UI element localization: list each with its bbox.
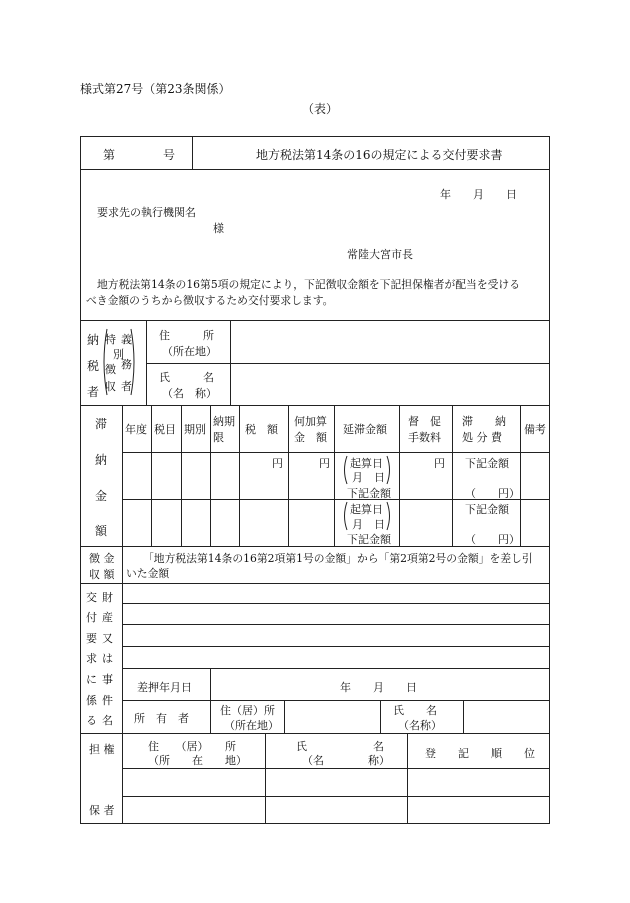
col-dunning-2: 手数料 — [408, 431, 441, 444]
name-label: 氏 名 — [159, 371, 214, 384]
delinquent-side-3: 金 — [95, 489, 108, 503]
col-add-2: 金 額 — [294, 431, 327, 444]
secured-side-2: 保 者 — [89, 804, 115, 817]
kisan-amount-2: 下記金額 — [347, 533, 391, 546]
delinquent-side-1: 滞 — [95, 417, 108, 431]
taxpayer-side-1: 納 — [87, 333, 100, 347]
number-label: 第 — [103, 148, 116, 162]
secured-address-sub: （所 在 地） — [148, 754, 247, 767]
kisan-bracket-right-1 — [386, 455, 393, 485]
collection-text-2: いた金額 — [126, 567, 170, 580]
col-due-2: 限 — [213, 431, 224, 444]
delinquent-side-4: 額 — [95, 524, 108, 538]
address-label: 住 所 — [159, 329, 214, 342]
property-side-char: る — [86, 714, 97, 727]
add-amount-unit: 円 — [319, 457, 330, 470]
collection-text-1: 「地方税法第14条の16第2項第1号の金額」から「第2項第2号の金額」を差し引 — [143, 552, 533, 565]
delinquent-side-2: 納 — [95, 453, 108, 467]
col-disposal-2: 処 分 費 — [462, 431, 502, 444]
col-late-fee: 延滞金額 — [343, 423, 387, 436]
body-text-line2: べき金額のうちから徴収するため交付要求します。 — [86, 294, 334, 307]
property-side-char: 件 — [102, 694, 113, 707]
property-side-char: 求 — [86, 652, 97, 665]
gimu-2: 務 — [121, 358, 132, 371]
owner-address-label: 住（居）所 — [220, 704, 275, 717]
secured-name-sub: （名 称） — [302, 754, 390, 767]
property-side-char: は — [102, 652, 113, 665]
tokubetsu-4: 収 — [105, 380, 116, 393]
property-side-char: 要 — [86, 632, 97, 645]
form-number: 様式第27号（第23条関係） — [80, 82, 231, 96]
address-sub-label: （所在地） — [162, 345, 217, 358]
property-side-char: に — [86, 673, 97, 686]
secured-address-label: 住 （居） 所 — [148, 740, 236, 753]
dunning-unit: 円 — [434, 457, 445, 470]
side-indicator: （表） — [302, 102, 339, 116]
col-tax-amount: 税 額 — [245, 423, 278, 436]
property-side-char: 付 — [86, 611, 97, 624]
kisan-bracket-left-2 — [341, 501, 348, 531]
sama-label: 様 — [213, 222, 224, 235]
document-title: 地方税法第14条の16の規定による交付要求書 — [256, 148, 503, 162]
gimu-3: 者 — [121, 380, 132, 393]
owner-label: 所 有 者 — [134, 712, 189, 725]
tokubetsu-3: 徴 — [105, 363, 116, 376]
tokubetsu-2: 別 — [113, 348, 124, 361]
disposal-yen-1: （ 円） — [465, 487, 520, 500]
property-side-char: 財 — [102, 591, 113, 604]
collection-label-2: 収 額 — [89, 568, 115, 581]
issue-date: 年 月 日 — [440, 188, 517, 201]
secured-name-label: 氏 名 — [296, 740, 384, 753]
issuer-name: 常陸大宮市長 — [347, 248, 413, 261]
collection-label-1: 徴 金 — [89, 552, 115, 565]
property-side-char: 又 — [102, 632, 113, 645]
property-side-char: 名 — [102, 714, 113, 727]
disposal-amount-2: 下記金額 — [465, 503, 509, 516]
disposal-yen-2: （ 円） — [465, 533, 520, 546]
property-side-char: 産 — [102, 611, 113, 624]
col-dunning-1: 督 促 — [408, 415, 441, 428]
go-label: 号 — [163, 148, 176, 162]
gimu-1: 義 — [121, 333, 132, 346]
owner-address-sub: （所在地） — [224, 719, 279, 732]
tokubetsu-1: 特 — [105, 333, 116, 346]
body-text-line1: 地方税法第14条の16第5項の規定により，下記徴収金額を下記担保権者が配当を受ける — [97, 278, 521, 291]
kisan-date-1: 月 日 — [352, 471, 385, 484]
kisan-bracket-right-2 — [386, 501, 393, 531]
property-side-char: 係 — [86, 694, 97, 707]
recipient-label: 要求先の執行機関名 — [97, 206, 196, 219]
registration-order-label: 登 記 順 位 — [425, 747, 535, 760]
col-tax-item: 税目 — [154, 423, 176, 436]
disposal-amount-1: 下記金額 — [465, 457, 509, 470]
seizure-date-label: 差押年月日 — [137, 681, 192, 694]
col-period: 期別 — [184, 423, 206, 436]
col-due-1: 納期 — [213, 415, 235, 428]
kisan-date-2: 月 日 — [352, 518, 385, 531]
owner-name-label: 氏 名 — [393, 704, 437, 717]
property-side-char: 事 — [102, 673, 113, 686]
kisan-bracket-left-1 — [341, 455, 348, 485]
col-add-1: 何加算 — [294, 415, 327, 428]
kisan-amount-1: 下記金額 — [347, 487, 391, 500]
taxpayer-side-3: 者 — [87, 385, 100, 399]
name-sub-label: （名 称） — [162, 387, 217, 400]
col-year: 年度 — [125, 423, 147, 436]
col-disposal-1: 滞 納 — [462, 415, 506, 428]
kisan-label-2: 起算日 — [350, 503, 383, 516]
property-side-char: 交 — [86, 591, 97, 604]
col-remarks: 備考 — [524, 423, 546, 436]
seizure-date-value: 年 月 日 — [340, 681, 417, 694]
kisan-label-1: 起算日 — [350, 457, 383, 470]
secured-side-1: 担 権 — [89, 743, 115, 756]
owner-name-sub: （名称） — [398, 719, 442, 732]
taxpayer-side-2: 税 — [87, 359, 100, 373]
tax-amount-unit: 円 — [272, 457, 283, 470]
